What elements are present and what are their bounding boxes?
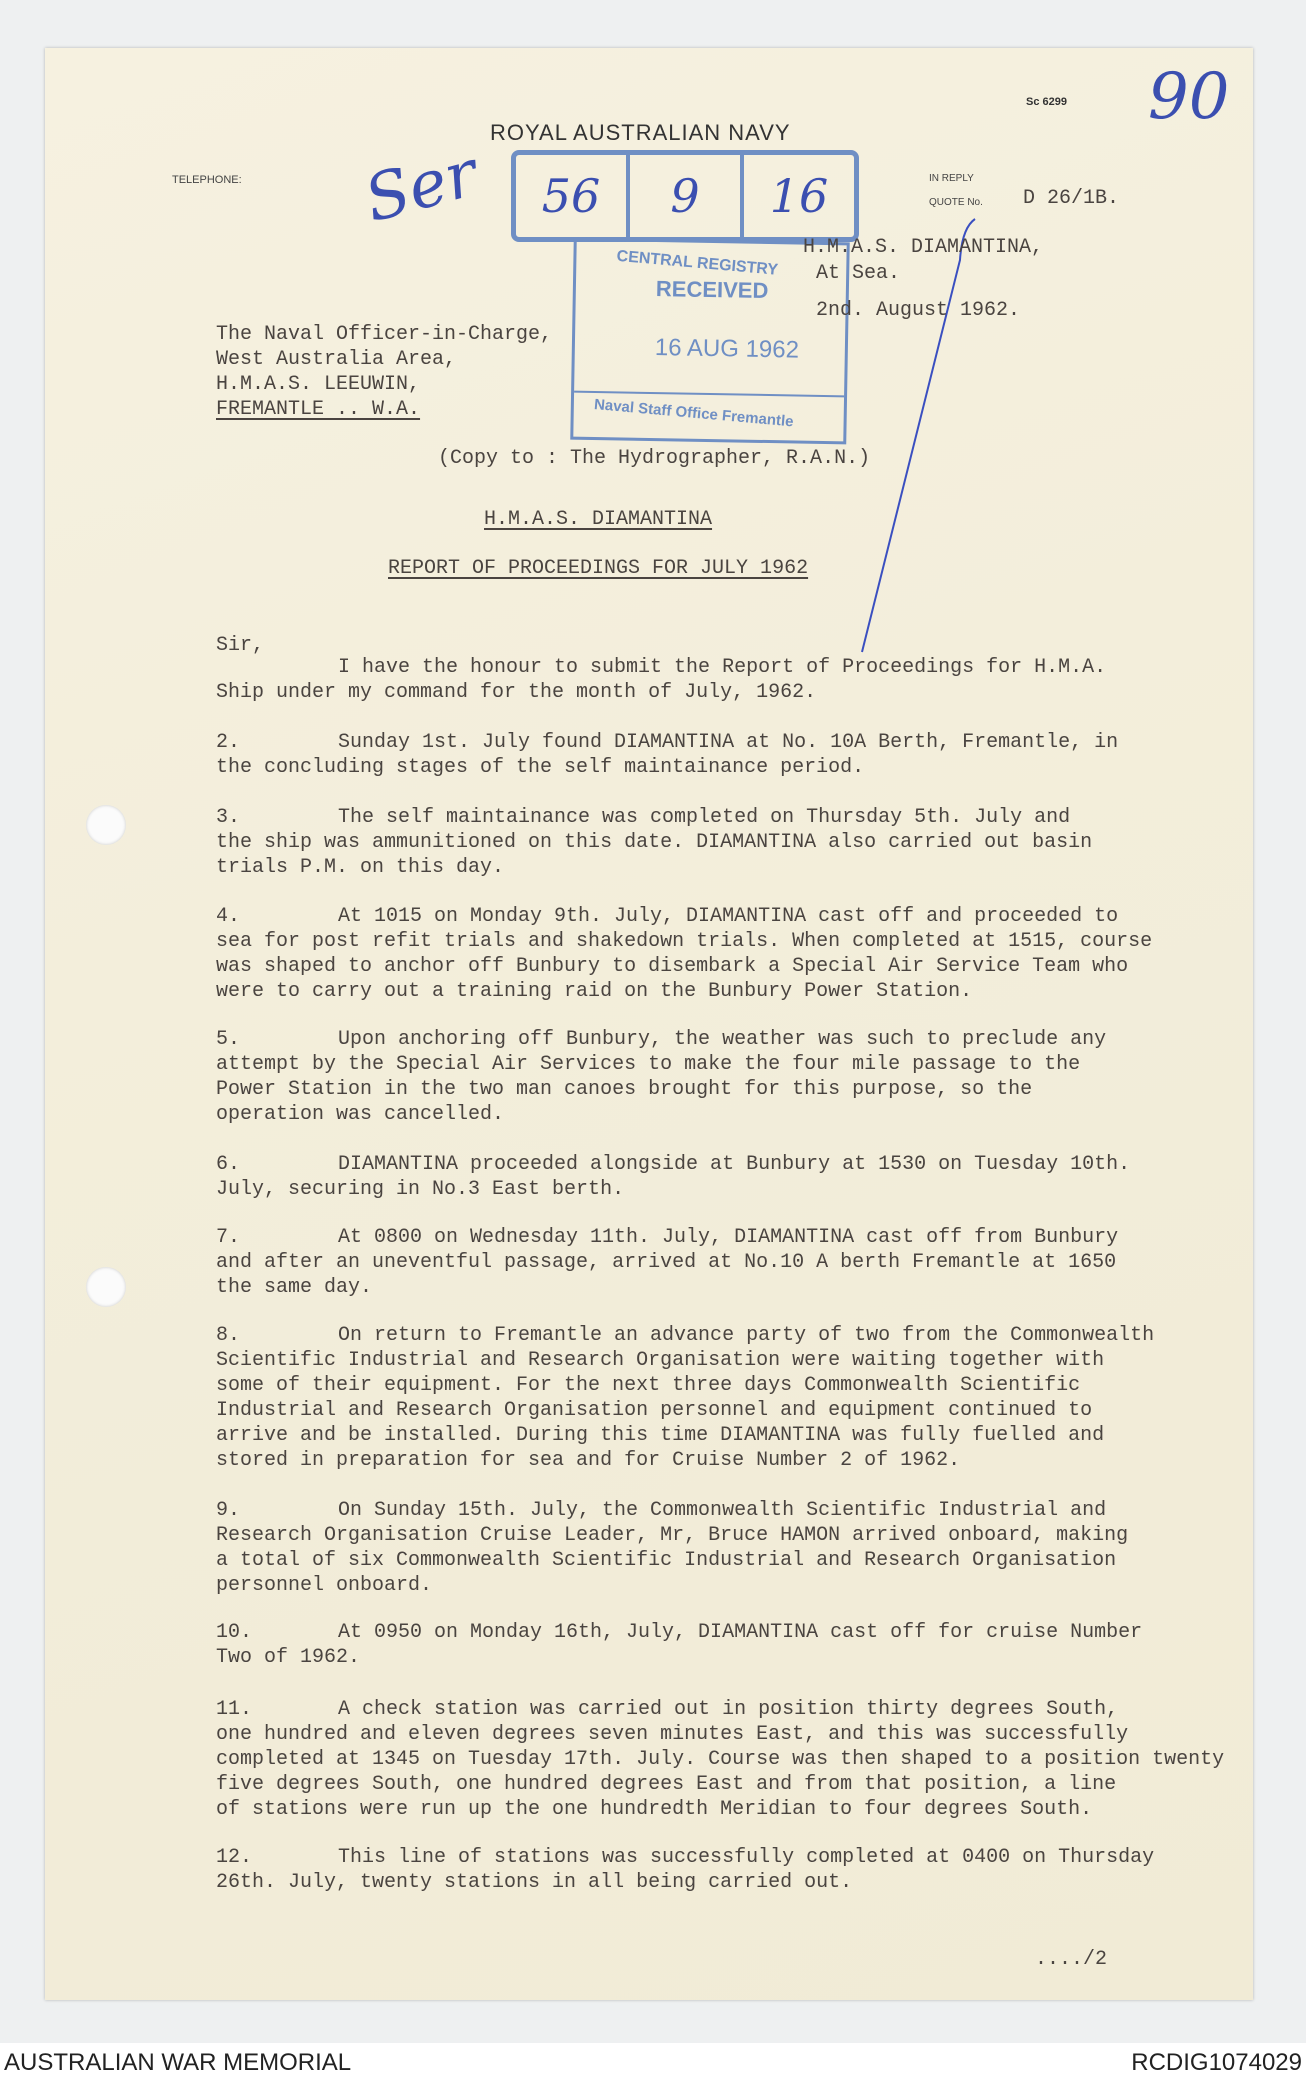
paragraph-line: Ship under my command for the month of July, 1962. bbox=[216, 681, 817, 704]
salutation: Sir, bbox=[216, 634, 265, 657]
handwritten-prefix: Ser bbox=[357, 136, 485, 238]
paragraph-number: 2. bbox=[216, 731, 241, 754]
paragraph-line: was shaped to anchor off Bunbury to disembark a Special Air Service Team who bbox=[216, 955, 1129, 978]
paragraph-number: 10. bbox=[216, 1621, 253, 1644]
paragraph-line: trials P.M. on this day. bbox=[216, 856, 505, 879]
paragraph-number: 9. bbox=[216, 1499, 241, 1522]
footer-bar bbox=[0, 2043, 1306, 2081]
file-part: 9 bbox=[630, 155, 744, 237]
sender-ship: H.M.A.S. DIAMANTINA, bbox=[803, 236, 1044, 259]
paragraph-line: sea for post refit trials and shakedown trials. When completed at 1515, course bbox=[216, 930, 1153, 953]
footer-record-id: RCDIG1074029 bbox=[1131, 2049, 1302, 2076]
paragraph-line: I have the honour to submit the Report of Proceedings for H.M.A. bbox=[338, 656, 1107, 679]
paragraph-line: the same day. bbox=[216, 1276, 373, 1299]
stamp-office: Naval Staff Office Fremantle bbox=[593, 396, 795, 431]
paragraph-line: and after an uneventful passage, arrived at No.10 A berth Fremantle at 1650 bbox=[216, 1251, 1117, 1274]
paragraph-line: A check station was carried out in position thirty degrees South, bbox=[338, 1698, 1119, 1721]
paragraph-line: On Sunday 15th. July, the Commonwealth Scientific Industrial and bbox=[338, 1499, 1107, 1522]
telephone-label: TELEPHONE: bbox=[172, 174, 242, 186]
continuation-marker: ..../2 bbox=[1035, 1948, 1108, 1971]
form-number: Sc 6299 bbox=[1026, 96, 1067, 108]
paragraph-line: personnel onboard. bbox=[216, 1574, 433, 1597]
paragraph-line: Scientific Industrial and Research Organisation were waiting together with bbox=[216, 1349, 1105, 1372]
quote-number: D 26/1B. bbox=[1023, 187, 1120, 210]
paragraph-line: Power Station in the two man canoes brought for this purpose, so the bbox=[216, 1078, 1033, 1101]
paragraph-line: At 0950 on Monday 16th, July, DIAMANTINA cast off for cruise Number bbox=[338, 1621, 1143, 1644]
stamp-registry: CENTRAL REGISTRY bbox=[615, 247, 779, 279]
paragraph-line: the concluding stages of the self maintainance period. bbox=[216, 756, 865, 779]
file-part: 16 bbox=[769, 169, 829, 223]
subject-ship: H.M.A.S. DIAMANTINA bbox=[484, 508, 713, 531]
letter-date: 2nd. August 1962. bbox=[816, 299, 1021, 322]
paragraph-number: 12. bbox=[216, 1846, 253, 1869]
quote-label: QUOTE No. bbox=[929, 197, 983, 208]
paragraph-line: some of their equipment. For the next three days Commonwealth Scientific bbox=[216, 1374, 1081, 1397]
paragraph-number: 4. bbox=[216, 905, 241, 928]
paragraph-line: one hundred and eleven degrees seven minutes East, and this was successfully bbox=[216, 1723, 1129, 1746]
paragraph-line: July, securing in No.3 East berth. bbox=[216, 1178, 625, 1201]
addressee-line: H.M.A.S. LEEUWIN, bbox=[216, 373, 421, 396]
paragraph-line: were to carry out a training raid on the Bunbury Power Station. bbox=[216, 980, 973, 1003]
paragraph-number: 7. bbox=[216, 1226, 241, 1249]
paragraph-line: 26th. July, twenty stations in all being carried out. bbox=[216, 1871, 853, 1894]
paragraph-line: completed at 1345 on Tuesday 17th. July. Course was then shaped to a position twenty bbox=[216, 1748, 1225, 1771]
addressee-line: West Australia Area, bbox=[216, 348, 457, 371]
sender-location: At Sea. bbox=[816, 262, 901, 285]
paragraph-line: Research Organisation Cruise Leader, Mr, Bruce HAMON arrived onboard, making bbox=[216, 1524, 1129, 1547]
paragraph-line: stored in preparation for sea and for Cruise Number 2 of 1962. bbox=[216, 1449, 961, 1472]
paragraph-line: a total of six Commonwealth Scientific Industrial and Research Organisation bbox=[216, 1549, 1117, 1572]
paragraph-line: The self maintainance was completed on Thursday 5th. July and bbox=[338, 806, 1071, 829]
paragraph-line: Two of 1962. bbox=[216, 1646, 361, 1669]
stamp-date: 16 AUG 1962 bbox=[654, 334, 800, 364]
letterhead-org: ROYAL AUSTRALIAN NAVY bbox=[490, 120, 791, 145]
addressee-line: The Naval Officer-in-Charge, bbox=[216, 323, 553, 346]
paragraph-number: 11. bbox=[216, 1698, 253, 1721]
paragraph-line: arrive and be installed. During this time DIAMANTINA was fully fuelled and bbox=[216, 1424, 1105, 1447]
paragraph-line: Upon anchoring off Bunbury, the weather was such to preclude any bbox=[338, 1028, 1107, 1051]
subject-title: REPORT OF PROCEEDINGS FOR JULY 1962 bbox=[388, 557, 809, 580]
addressee-line: FREMANTLE .. W.A. bbox=[216, 398, 421, 421]
paragraph-line: of stations were run up the one hundredth Meridian to four degrees South. bbox=[216, 1798, 1093, 1821]
copy-to: (Copy to : The Hydrographer, R.A.N.) bbox=[438, 447, 871, 470]
paragraph-line: operation was cancelled. bbox=[216, 1103, 505, 1126]
footer-institution: AUSTRALIAN WAR MEMORIAL bbox=[4, 2049, 352, 2076]
paragraph-line: the ship was ammunitioned on this date. DIAMANTINA also carried out basin bbox=[216, 831, 1093, 854]
paragraph-line: DIAMANTINA proceeded alongside at Bunbury at 1530 on Tuesday 10th. bbox=[338, 1153, 1131, 1176]
paragraph-number: 6. bbox=[216, 1153, 241, 1176]
paragraph-line: Sunday 1st. July found DIAMANTINA at No. 10A Berth, Fremantle, in bbox=[338, 731, 1119, 754]
paragraph-line: At 1015 on Monday 9th. July, DIAMANTINA cast off and proceeded to bbox=[338, 905, 1119, 928]
in-reply-label: IN REPLY bbox=[929, 173, 974, 184]
paragraph-line: Industrial and Research Organisation personnel and equipment continued to bbox=[216, 1399, 1093, 1422]
stamp-received: RECEIVED bbox=[655, 276, 769, 304]
paragraph-line: At 0800 on Wednesday 11th. July, DIAMANTINA cast off from Bunbury bbox=[338, 1226, 1119, 1249]
paragraph-number: 5. bbox=[216, 1028, 241, 1051]
paragraph-number: 3. bbox=[216, 806, 241, 829]
paragraph-line: five degrees South, one hundred degrees East and from that position, a line bbox=[216, 1773, 1117, 1796]
paragraph-line: On return to Fremantle an advance party of two from the Commonwealth bbox=[338, 1324, 1155, 1347]
paragraph-number: 8. bbox=[216, 1324, 241, 1347]
paragraph-line: attempt by the Special Air Services to make the four mile passage to the bbox=[216, 1053, 1081, 1076]
handwritten-folio-number: 90 bbox=[1148, 60, 1230, 134]
file-part: 56 bbox=[516, 155, 630, 237]
paragraph-line: This line of stations was successfully completed at 0400 on Thursday bbox=[338, 1846, 1155, 1869]
